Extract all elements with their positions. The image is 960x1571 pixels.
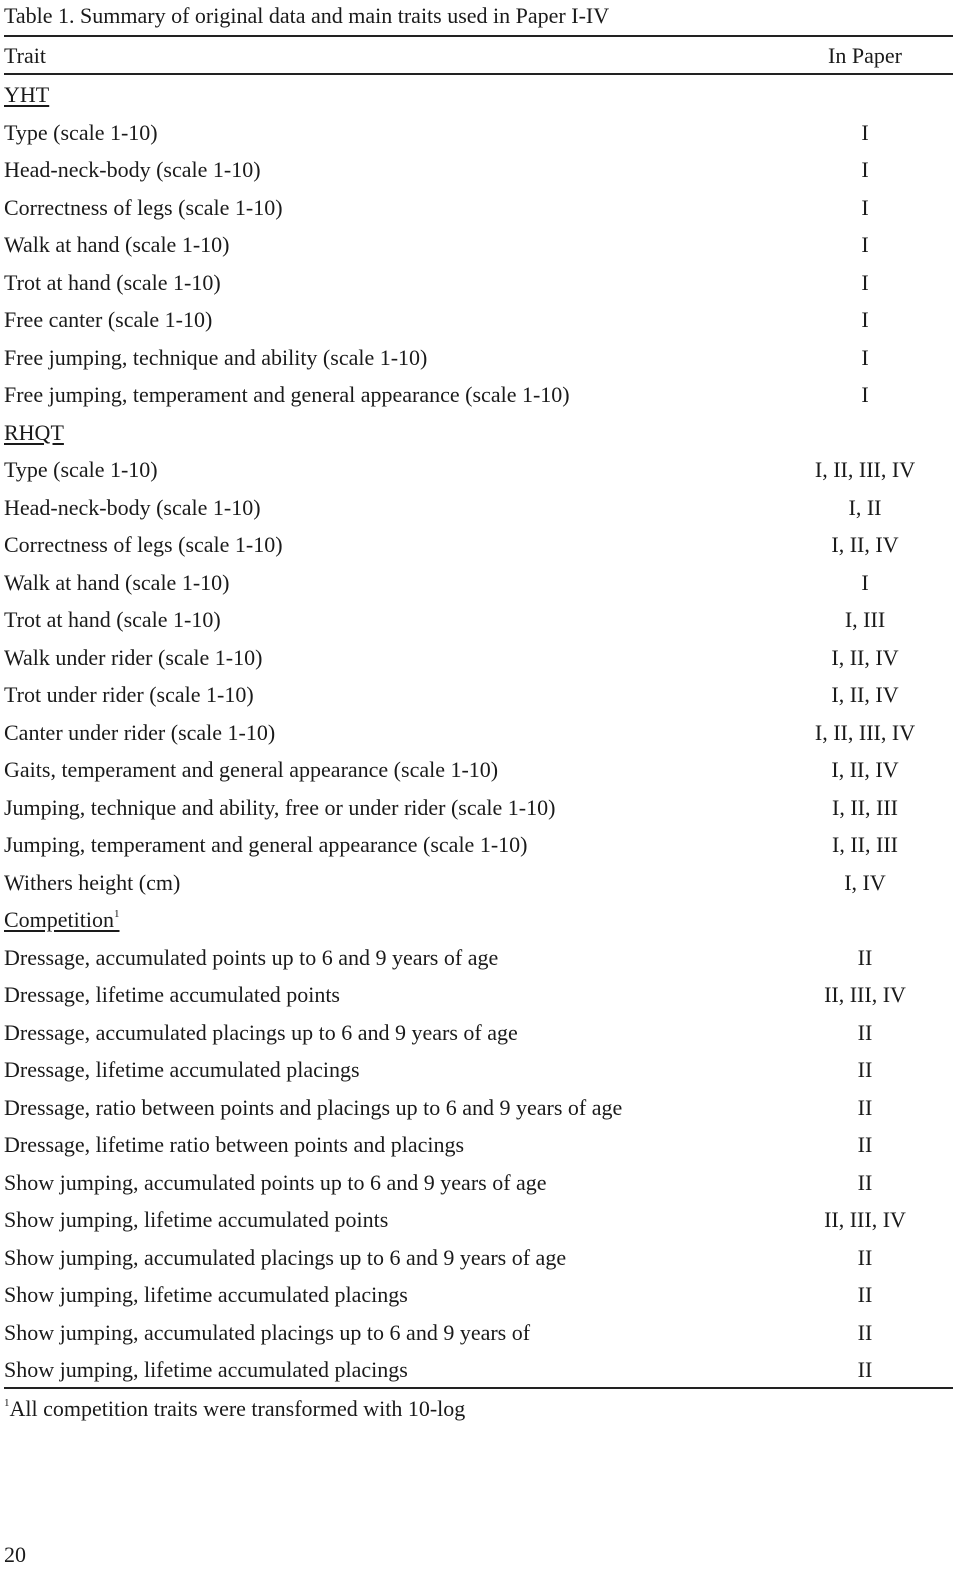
trait-cell (4, 826, 527, 864)
trait-text: Canter under rider (scale 1-10) (4, 719, 276, 745)
trait-cell (4, 451, 158, 489)
trait-text: Trot at hand (scale 1-10) (4, 607, 221, 632)
in-paper-cell: I (861, 307, 869, 332)
trait-cell (4, 1201, 388, 1239)
table-row (4, 189, 953, 227)
trait-text: Correctness of legs (scale 1-10) (4, 194, 283, 220)
trait-cell (4, 939, 498, 977)
table-caption: Table 1. Summary of original data and main traits used in Paper I-IV (4, 3, 610, 28)
in-paper-cell: II, III, IV (824, 982, 906, 1007)
trait-cell (4, 564, 229, 602)
in-paper-cell: I (861, 344, 869, 370)
in-paper-cell: II, III, IV (824, 1207, 906, 1232)
table-row (4, 339, 953, 377)
trait-text: Show jumping, accumulated points up to 6 and 9 years of age (4, 1169, 547, 1195)
table-row (4, 526, 953, 564)
table-row (4, 564, 953, 602)
in-paper-cell: I (861, 232, 869, 257)
trait-text: Competition (4, 907, 114, 932)
table-row (4, 826, 953, 864)
table-body (4, 76, 953, 1389)
table-row (4, 864, 953, 902)
table-row (4, 676, 953, 714)
table-row (4, 976, 953, 1014)
table-row (4, 226, 953, 264)
table-row (4, 1351, 953, 1389)
trait-cell (4, 1014, 518, 1052)
table-row (4, 1239, 953, 1277)
trait-cell (4, 751, 498, 789)
trait-text: Jumping, temperament and general appearance (scale 1-10) (4, 832, 528, 857)
in-paper-cell: I (861, 194, 869, 220)
trait-text: Show jumping, lifetime accumulated points (4, 1207, 389, 1232)
footnote-marker: 1 (4, 1397, 10, 1409)
trait-cell (4, 526, 283, 564)
table-row (4, 714, 953, 752)
in-paper-cell: II (857, 1057, 873, 1082)
trait-text: RHQT (4, 419, 64, 445)
section-title (4, 414, 64, 452)
trait-cell (4, 114, 158, 152)
trait-cell (4, 1051, 360, 1089)
table-row (4, 376, 953, 414)
in-paper-cell: I (861, 269, 869, 295)
trait-cell (4, 264, 221, 302)
trait-cell (4, 376, 570, 414)
top-rule (4, 35, 953, 37)
trait-cell (4, 1089, 622, 1127)
trait-text: Dressage, accumulated placings up to 6 and 9 years of age (4, 1019, 518, 1045)
trait-text: Dressage, ratio between points and placings up to 6 and 9 years of age (4, 1094, 623, 1120)
in-paper-cell: I, II, III, IV (814, 457, 916, 482)
trait-cell (4, 676, 254, 714)
trait-text: Dressage, lifetime ratio between points and placings (4, 1132, 465, 1157)
table-row (4, 1201, 953, 1239)
table-row (4, 751, 953, 789)
trait-text: Show jumping, accumulated placings up to 6 and 9 years of age (4, 1244, 567, 1270)
trait-text: Show jumping, lifetime accumulated placings (4, 1357, 408, 1382)
table-row (4, 1051, 953, 1089)
in-paper-cell: II (857, 1169, 873, 1195)
trait-text: Head-neck-body (scale 1-10) (4, 494, 261, 520)
trait-cell (4, 639, 262, 677)
trait-text: Show jumping, lifetime accumulated placings (4, 1282, 408, 1307)
footnote-text: All competition traits were transformed with 10-log (9, 1396, 466, 1421)
table-row (4, 1314, 953, 1352)
table-row (4, 939, 953, 977)
footnote-ref: 1 (114, 908, 120, 920)
section-title (4, 76, 49, 114)
trait-text: Walk under rider (scale 1-10) (4, 644, 263, 670)
trait-cell (4, 789, 555, 827)
trait-text: Head-neck-body (scale 1-10) (4, 157, 261, 182)
in-paper-cell: II (857, 1019, 873, 1045)
trait-text: Gaits, temperament and general appearance (scale 1-10) (4, 757, 499, 782)
trait-text: Withers height (cm) (4, 869, 181, 895)
trait-text: Type (scale 1-10) (4, 119, 158, 145)
in-paper-cell: I, II, IV (831, 757, 899, 782)
in-paper-cell: II (857, 1357, 873, 1382)
trait-text: Type (scale 1-10) (4, 457, 158, 482)
trait-cell (4, 864, 180, 902)
trait-cell (4, 226, 229, 264)
footnote (4, 1392, 465, 1426)
table-row (4, 1014, 953, 1052)
trait-text: Show jumping, accumulated placings up to 6 and 9 years of (4, 1319, 531, 1345)
table-row (4, 1126, 953, 1164)
column-header-trait: Trait (4, 43, 46, 68)
trait-cell (4, 151, 261, 189)
trait-cell (4, 301, 212, 339)
trait-cell (4, 601, 221, 639)
table-row (4, 451, 953, 489)
trait-cell (4, 1314, 530, 1352)
in-paper-cell: II (857, 1094, 873, 1120)
trait-cell (4, 976, 340, 1014)
trait-text: Free canter (scale 1-10) (4, 307, 213, 332)
trait-cell (4, 339, 427, 377)
bottom-rule (4, 1387, 953, 1389)
trait-text: Walk at hand (scale 1-10) (4, 569, 230, 595)
trait-text: Free jumping, temperament and general appearance (scale 1-10) (4, 382, 570, 407)
in-paper-cell: I, III (844, 607, 886, 632)
trait-text: Walk at hand (scale 1-10) (4, 232, 230, 257)
trait-cell (4, 1164, 547, 1202)
trait-text: Dressage, lifetime accumulated points (4, 982, 340, 1007)
trait-text: Correctness of legs (scale 1-10) (4, 532, 283, 557)
in-paper-cell: I, II, IV (831, 682, 899, 707)
in-paper-cell: I, II, IV (831, 644, 899, 670)
section-header-row (4, 414, 953, 452)
in-paper-cell: I, II (848, 494, 882, 520)
table-row (4, 114, 953, 152)
trait-cell (4, 1276, 408, 1314)
in-paper-cell: I, II, III (832, 832, 898, 857)
trait-text: Trot at hand (scale 1-10) (4, 269, 221, 295)
trait-text: YHT (4, 82, 50, 107)
in-paper-cell: I (861, 382, 869, 407)
table-row (4, 264, 953, 302)
table-row (4, 151, 953, 189)
trait-cell (4, 1126, 464, 1164)
table-row (4, 301, 953, 339)
trait-cell (4, 1351, 408, 1389)
table-row (4, 639, 953, 677)
trait-text: Dressage, lifetime accumulated placings (4, 1057, 360, 1082)
page-number: 20 (4, 1542, 26, 1567)
trait-text: Jumping, technique and ability, free or under rider (scale 1-10) (4, 794, 556, 820)
section-title (4, 901, 120, 939)
in-paper-cell: II (857, 1132, 873, 1157)
in-paper-cell: I, II, III, IV (814, 719, 916, 745)
table-row (4, 1089, 953, 1127)
table-row (4, 1276, 953, 1314)
in-paper-cell: II (857, 1282, 873, 1307)
header-rule (4, 73, 953, 75)
table-row (4, 789, 953, 827)
table-row (4, 1164, 953, 1202)
trait-cell (4, 714, 275, 752)
trait-cell (4, 489, 261, 527)
in-paper-cell: I, IV (844, 869, 886, 895)
in-paper-cell: I (861, 569, 869, 595)
section-header-row (4, 901, 953, 939)
in-paper-cell: I, II, IV (831, 532, 899, 557)
column-header-in-paper: In Paper (828, 43, 902, 68)
table-row (4, 489, 953, 527)
in-paper-cell: II (857, 1244, 873, 1270)
in-paper-cell: I, II, III (832, 794, 898, 820)
trait-cell (4, 1239, 566, 1277)
trait-text: Free jumping, technique and ability (scale 1-10) (4, 344, 428, 370)
trait-text: Dressage, accumulated points up to 6 and 9 years of age (4, 944, 499, 970)
in-paper-cell: I (861, 119, 869, 145)
in-paper-cell: II (857, 944, 873, 970)
table-row (4, 601, 953, 639)
section-header-row (4, 76, 953, 114)
in-paper-cell: II (857, 1319, 873, 1345)
trait-text: Trot under rider (scale 1-10) (4, 682, 254, 707)
trait-cell (4, 189, 283, 227)
in-paper-cell: I (861, 157, 869, 182)
